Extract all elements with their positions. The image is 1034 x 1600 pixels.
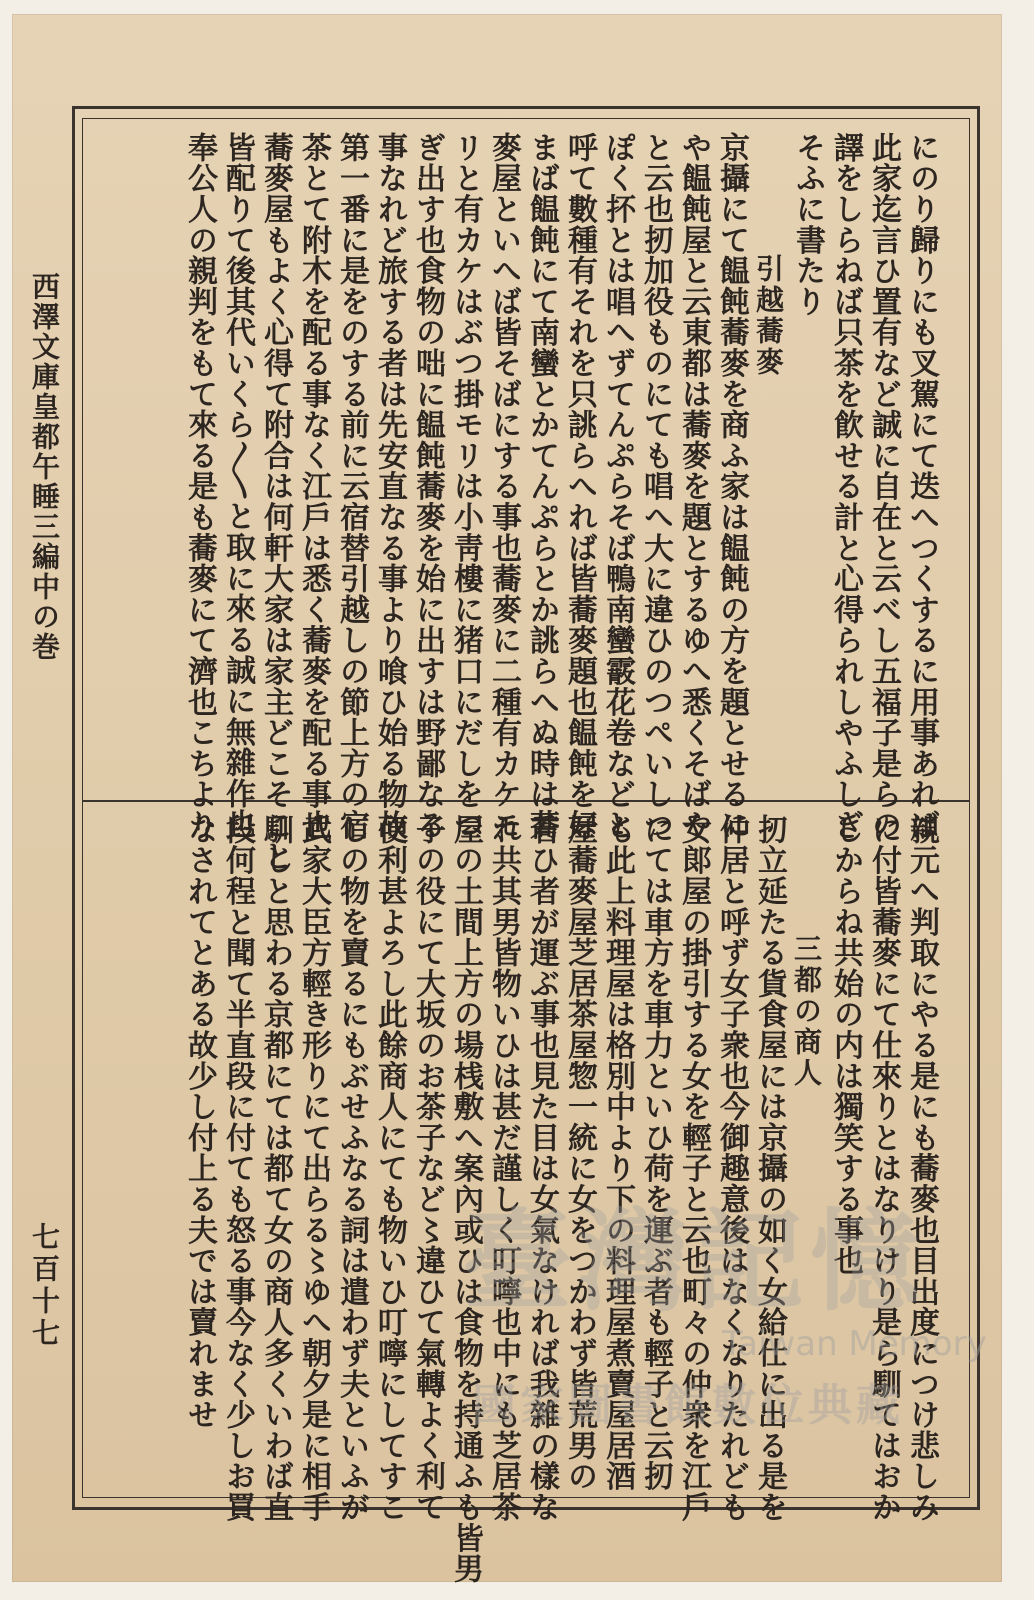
text-column: なされてとある故少し付上る夫では賣れませ (182, 814, 217, 1430)
page-number: 七百十七 (28, 1222, 61, 1350)
text-column: 屋蕎麥屋芝居茶屋惣一統に女をつかわず皆荒男の (562, 814, 597, 1492)
text-column: 第一番に是をのする前に云宿替引越しの節上方の宿 (334, 132, 369, 841)
text-column: も此上料理屋は格別中より下の料理屋煮賣屋居酒 (600, 814, 635, 1492)
text-column: 段何程と聞て半直段に付ても怒る事今なく少しお買 (220, 814, 255, 1523)
running-title: 西澤文庫皇都午睡三編中の巻 (28, 272, 61, 662)
text-column: 便利甚よろし此餘商人にても物いひ叮嚀にしてすこ (372, 814, 407, 1523)
text-column: 譯をしらねば只茶を飮せる計と心得られしやふしぎ (828, 132, 863, 841)
book-page (12, 14, 1002, 1582)
text-column: まば饂飩にて南蠻とかてんぷらとか誂らへぬ時は蕎 (524, 132, 559, 841)
text-column: 屋の土間上方の場桟敷へ案內或ひは食物を持通ふも皆男 (448, 814, 483, 1584)
text-column: に付皆蕎麥にて仕來りとはなりけり是ら馴てはおか (866, 814, 901, 1523)
text-column: ぎ出す也食物の咄に饂飩蕎麥を始に出すは野鄙なる (410, 132, 445, 841)
text-column: 親元へ判取にやる是にも蕎麥也目出度につけ悲しみ (904, 814, 939, 1523)
section-heading: 三都の商人 (790, 934, 823, 1089)
text-column: 扨立延たる貨食屋には京攝の如く女給仕に出る是を (752, 814, 787, 1523)
text-column: 茶とて附木を配る事なく江戶は悉く蕎麥を配る事也 (296, 132, 331, 841)
text-column: 皆配りて後其代いくら〳〵と取に來る誠に無雜作也 (220, 132, 255, 840)
text-column: や饂飩屋と云東都は蕎麥を題とするゆへ悉くそばや (676, 132, 711, 841)
text-column: ぽく抔とは唱へずてんぷらそば鴨南蠻霰花卷などと (600, 132, 635, 841)
text-column: 京攝にて饂飩蕎麥を商ふ家は饂飩の方を題とせるに (714, 132, 749, 841)
text-column: 若ひ者が運ぶ事也見た目は女氣なければ我雜の樣な (524, 814, 559, 1523)
text-column: リと有カケはぶつ掛モリは小靑樓に猪口にだしをつ (448, 132, 483, 841)
text-column: れ共其男皆物いひは甚だ謹しく叮嚀也中にも芝居茶 (486, 814, 521, 1523)
watermark-glyphs: 臺灣記憶 (462, 1197, 926, 1326)
text-column: にては車方を車力といひ荷を運ぶ者も輕子と云扨 (638, 814, 673, 1492)
watermark-english: Taiwan Memory (722, 1324, 987, 1364)
text-column: 奉公人の親判をもて來る是も蕎麥にて濟也こちより (182, 132, 217, 841)
text-column: 子の役にて大坂のお茶子など〻違ひて氣轉よく利て (410, 814, 445, 1523)
text-column: 武家大臣方輕き形りにて出らる〻ゆへ朝夕是に相手 (296, 814, 331, 1523)
text-column: そふに書たり (790, 132, 825, 317)
text-column: 馴しと思わる京都にては都て女の商人多くいわば直 (258, 814, 293, 1523)
text-column: 仲居と呼ず女子衆也今御趣意後はなくなりたれども (714, 814, 749, 1523)
text-column: と云也扨加役ものにても唱へ大に違ひのつぺいしつ (638, 132, 673, 841)
text-column: 麥屋といへば皆そばにする事也蕎麥に二種有カケモ (486, 132, 521, 841)
text-column: しの物を賣るにもぶせふなる詞は遣わず夫といふが (334, 814, 369, 1523)
text-column: 女郞屋の掛引する女を輕子と云也町々の仲衆を江戶 (676, 814, 711, 1523)
text-column: にのり歸りにも叉駕にて迭へつくするに用事あれば (904, 132, 939, 841)
text-column: 呼て數種有それを只誂らへれば皆蕎麥題也饂飩を好 (562, 132, 597, 841)
text-column: しからね共始の内は獨笑する事也 (828, 814, 863, 1276)
section-heading: 引越蕎麥 (752, 254, 785, 378)
text-column: 此家迄言ひ置有など誠に自在と云べし五福子是らの (866, 132, 901, 841)
text-column: 蕎麥屋もよく心得て附合は何軒大家は家主どこそこと (258, 132, 293, 872)
watermark-caption: 國家圖書館數位典藏 (472, 1380, 904, 1431)
text-column: 事なれど旅する者は先安直なる事より喰ひ始る物故 (372, 132, 407, 841)
